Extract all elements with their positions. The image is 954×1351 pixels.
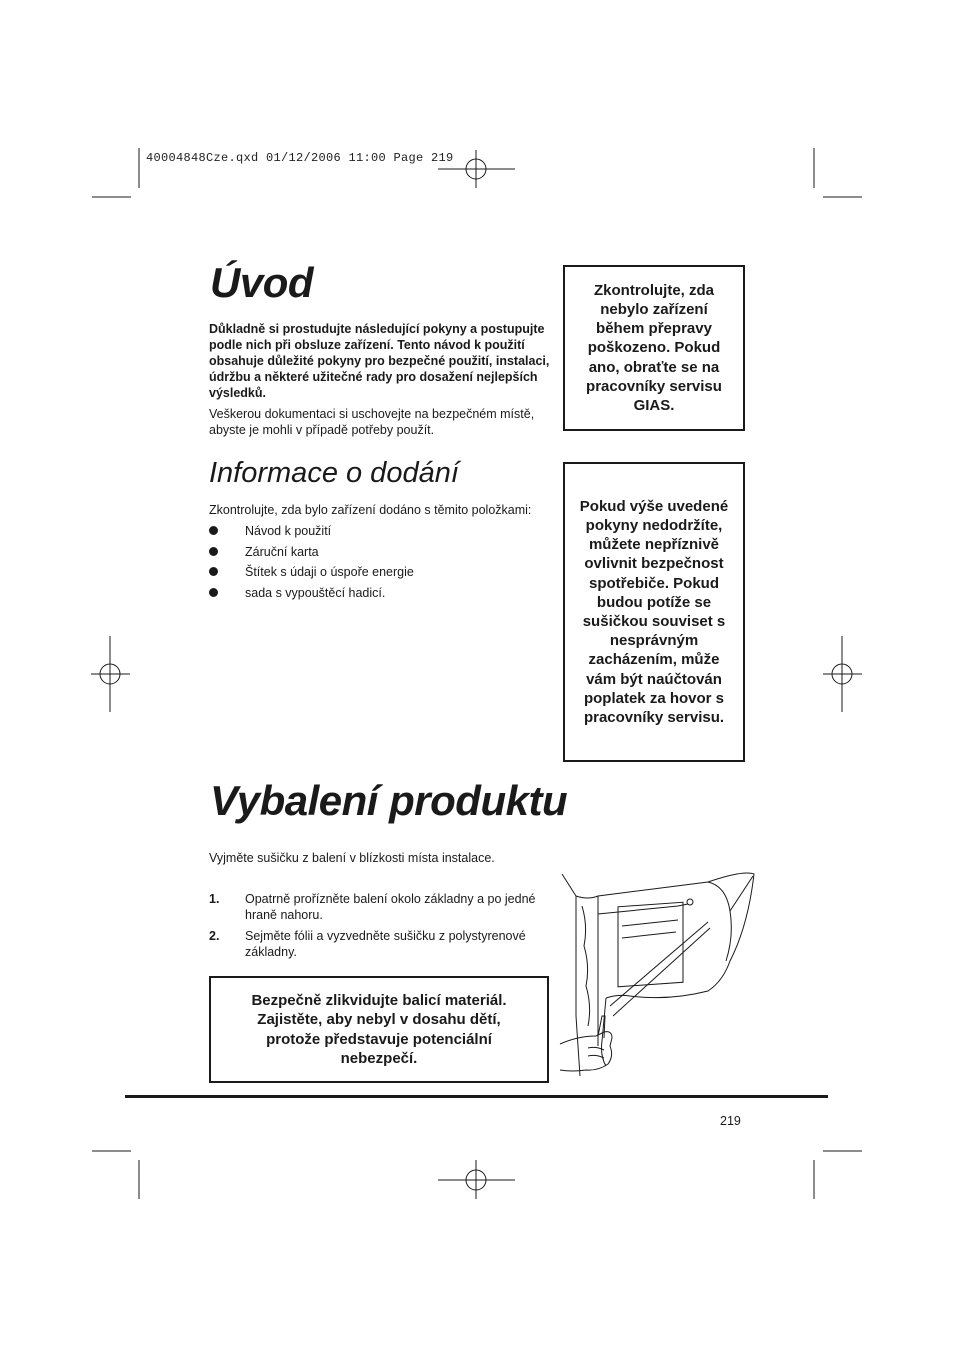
list-item: Návod k použití: [209, 523, 549, 544]
registration-mark-bottom: [438, 1160, 515, 1199]
bullet-icon: [209, 526, 218, 535]
unpacking-steps: [209, 891, 554, 965]
page-number: 219: [720, 1114, 741, 1128]
unpacking-warning-box: [209, 976, 549, 1083]
delivery-title: Informace o dodání: [209, 457, 459, 489]
bullet-icon: [209, 547, 218, 556]
intro-paragraph: Veškerou dokumentaci si uschovejte na bezpečném místě, abyste je mohli v případě potřeby použít.: [209, 407, 535, 437]
file-slug: 40004848Cze.qxd 01/12/2006 11:00 Page 219: [146, 151, 454, 165]
notice-damage-text: Zkontrolujte, zda nebylo zařízení během přepravy poškozeno. Pokud ano, obraťte se na pracovníky servisu GIAS.: [586, 281, 722, 414]
step-item: 2. Sejměte fólii a vyzvedněte sušičku z polystyrenové základny.: [209, 929, 526, 959]
list-item: Záruční karta: [209, 544, 549, 565]
step-item: 1. Opatrně prořízněte balení okolo základny a po jedné hraně nahoru.: [209, 892, 536, 922]
delivery-lead: Zkontrolujte, zda bylo zařízení dodáno s těmito položkami:: [209, 503, 532, 517]
unpacking-illustration: [558, 866, 758, 1081]
registration-mark-right: [823, 636, 862, 712]
notice-safety-text: Pokud výše uvedené pokyny nedodržíte, můžete nepříznivě ovlivnit bezpečnost spotřebiče. Pokud budou potíže se sušičkou souviset s nesprávným zacházením, může vám být naúčtován poplatek za hovor s pracovníky servisu.: [579, 497, 729, 727]
delivery-items: [209, 523, 549, 605]
notice-safety-box: [563, 462, 745, 762]
unpacking-warning-text: Bezpečně zlikvidujte balicí materiál. Zajistěte, aby nebyl v dosahu dětí, protože představuje potenciální nebezpečí.: [251, 992, 507, 1067]
intro-title: Úvod: [210, 259, 313, 306]
bullet-icon: [209, 588, 218, 597]
bullet-icon: [209, 567, 218, 576]
registration-mark-left: [91, 636, 130, 712]
intro-paragraph-bold: Důkladně si prostudujte následující pokyny a postupujte podle nich při obsluze zařízení. Tento návod k použití obsahuje důležité pokyny pro bezpečné použití, instalaci, údržbu a některé užitečné rady pro dosažení nejlepších výsledků.: [209, 322, 550, 400]
footer-rule: [125, 1095, 828, 1098]
list-item: Štítek s údaji o úspoře energie: [209, 564, 549, 585]
list-item: sada s vypouštěcí hadicí.: [209, 585, 549, 606]
unpacking-title: Vybalení produktu: [210, 777, 568, 824]
notice-damage-box: [563, 265, 745, 431]
unpacking-lead: Vyjměte sušičku z balení v blízkosti místa instalace.: [209, 851, 495, 865]
